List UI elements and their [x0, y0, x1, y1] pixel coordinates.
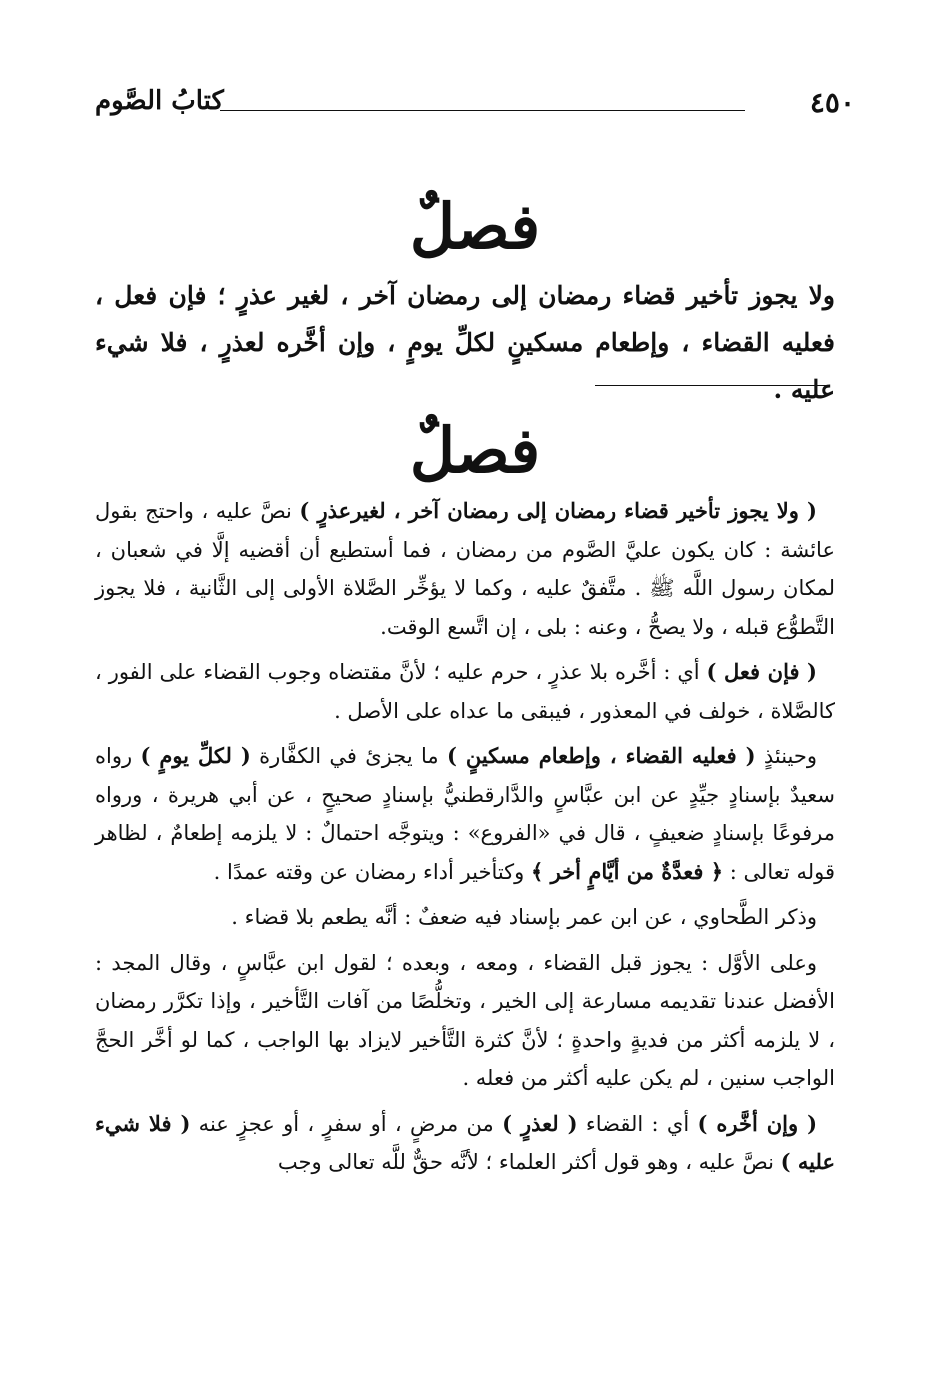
commentary-paragraph-3: [95, 737, 835, 891]
page-header: [95, 82, 855, 132]
separator-rule: [595, 385, 830, 386]
paragraph-text: وعلى الأوَّل : يجوز قبل القضاء ، ومعه ، وبعده ؛ لقول ابن عبَّاسٍ ، وقال المجد : الأفضل عندنا تقديمه مسارعة إلى الخير ، وتخلُّصًا من آفات التَّأخير ، وإذا تكرَّر رمضان ، لا يلزمه أكثر من فديةٍ واحدةٍ ؛ لأنَّ كثرة التَّأخير لايزاد بها الواجب ، كما لو أخَّر الحجَّ الواجب سنين ، لم يكن عليه أكثر من فعله .: [95, 950, 835, 1090]
quoted-matn: ( فعليه القضاء ، وإطعام مسكينٍ ): [446, 743, 756, 768]
paragraph-text: وحينئذٍ: [755, 744, 817, 768]
quoted-matn: ( فلا شيء عليه ): [95, 1110, 835, 1174]
section-heading-main: فصلٌ: [409, 190, 541, 263]
paragraph-text: وكتأخير أداء رمضان عن وقته عمدًا .: [213, 859, 531, 884]
commentary-paragraph-4: [95, 898, 835, 937]
header-rule: [220, 110, 745, 111]
matn-text: ولا يجوز تأخير قضاء رمضان إلى رمضان آخر ، لغير عذرٍ ؛ فإن فعل ، فعليه القضاء ، وإطعام مسكينٍ لكلِّ يومٍ ، وإن أخَّره لعذرٍ ، فلا شيء عليه .: [95, 281, 835, 404]
paragraph-text: أي : القضاء: [577, 1111, 698, 1136]
quoted-matn: ( وإن أخَّره ): [697, 1110, 818, 1136]
commentary-paragraph-2: [95, 653, 835, 730]
book-title: كتابُ الصَّوم: [95, 86, 224, 116]
quran-verse: ﴿ فعدَّةٌ من أيَّامٍ أخر ﴾: [531, 858, 724, 884]
paragraph-text: رواه سعيدٌ بإسنادٍ جيِّدٍ عن ابن عبَّاسٍ والدَّارقطنيُّ بإسنادٍ صحيحٍ ، عن أبي هريرة ، ورواه مرفوعًا بإسنادٍ ضعيفٍ ، قال في «الفروع» : ويتوجَّه احتمالٌ : لا يلزمه إطعامٌ ، لظاهر قوله تعالى :: [95, 744, 835, 884]
paragraph-text: نصَّ عليه ، وهو قول أكثر العلماء ؛ لأنَّه حقٌّ للَّه تعالى وجب: [277, 1150, 781, 1174]
page-number: ٤٥٠: [809, 86, 855, 119]
commentary-paragraph-5: [95, 944, 835, 1098]
quoted-matn: ( لكلِّ يومٍ ): [140, 743, 251, 768]
paragraph-text: وذكر الطَّحاوي ، عن ابن عمر بإسناد فيه ضعفٌ : أنَّه يطعم بلا قضاء .: [231, 905, 817, 929]
commentary: [95, 492, 835, 1189]
paragraph-text: من مرضٍ ، أو سفرٍ ، أو عجزٍ عنه: [190, 1111, 503, 1136]
quoted-matn: ( ولا يجوز تأخير قضاء رمضان إلى رمضان آخر ، لغيرعذرٍ ): [299, 498, 817, 523]
commentary-paragraph-1: [95, 492, 835, 646]
paragraph-text: أي : أخَّره بلا عذرٍ ، حرم عليه ؛ لأنَّ مقتضاه وجوب القضاء على الفور ، كالصَّلاة ، خولف في المعذور ، فيبقى ما عداه على الأصل .: [95, 660, 835, 723]
quoted-matn: ( لعذرٍ ): [502, 1110, 578, 1136]
commentary-paragraph-6: [95, 1105, 835, 1182]
paragraph-text: نصَّ عليه ، واحتج بقول عائشة : كان يكون عليَّ الصَّوم من رمضان ، فما أستطيع أن أقضيه إلَّا في شعبان ، لمكان رسول اللَّه ﷺ . متَّفقٌ عليه ، وكما لا يؤخِّر الصَّلاة الأولى إلى الثَّانية ، فلا يجوز التَّطوُّع قبله ، ولا يصحُّ ، وعنه : بلى ، إن اتَّسع الوقت.: [95, 499, 835, 639]
quoted-matn: ( فإن فعل ): [706, 659, 817, 684]
section-heading-commentary: فصلٌ: [409, 414, 541, 487]
paragraph-text: ما يجزئ في الكفَّارة: [250, 744, 447, 768]
